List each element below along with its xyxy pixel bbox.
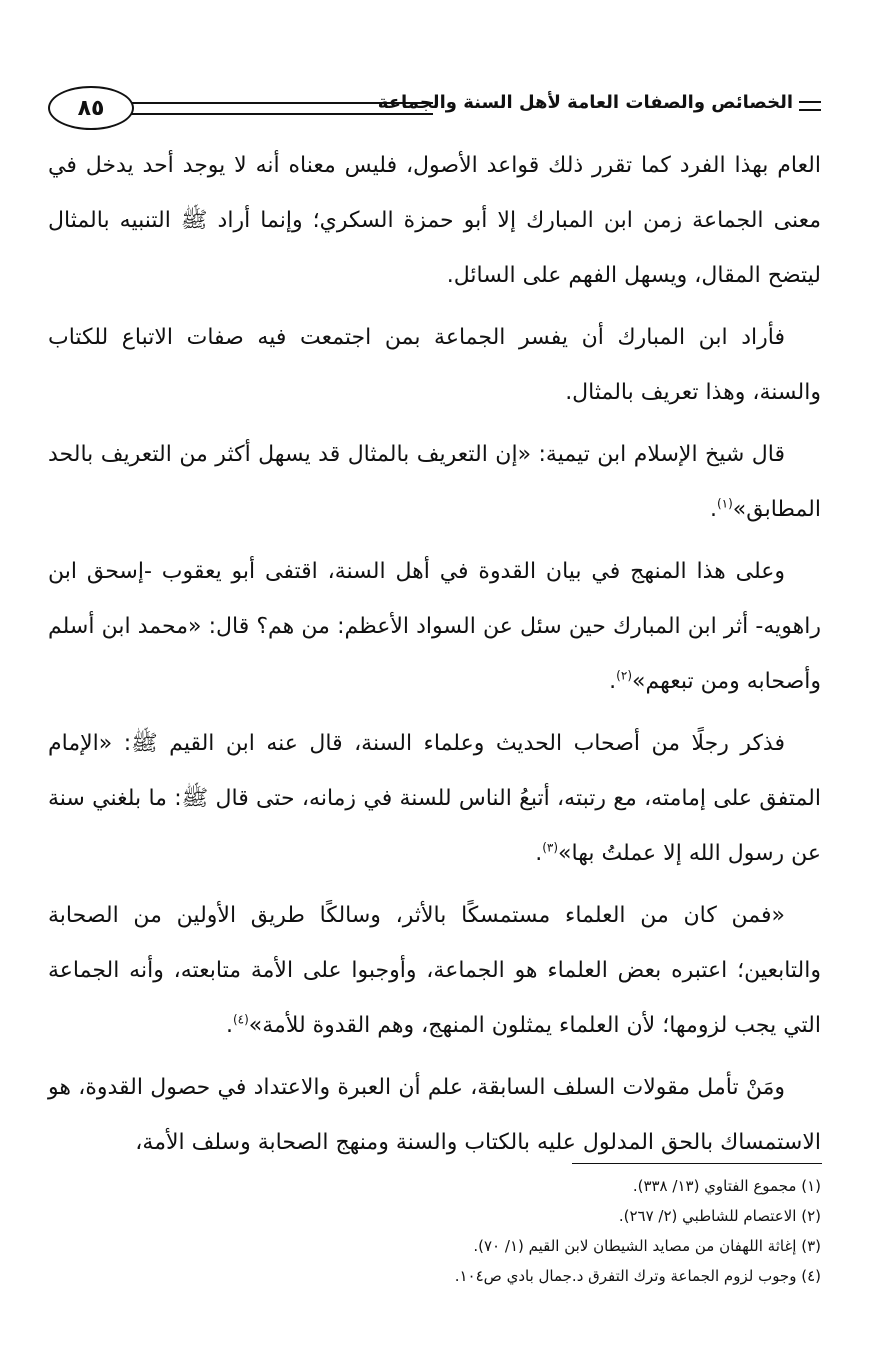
- footnote-ref-3[interactable]: (٣): [542, 840, 559, 855]
- footnote-3: (٣) إغاثة اللهفان من مصايد الشيطان لابن القيم (١/ ٧٠).: [473, 1237, 821, 1255]
- page-number: ٨٥: [48, 86, 134, 130]
- paragraph-3: قال شيخ الإسلام ابن تيمية: «إن التعريف بالمثال قد يسهل أكثر من التعريف بالحد المطابق»$^{(١)}$.: [48, 442, 821, 522]
- footnote-1: (١) مجموع الفتاوي (١٣/ ٣٣٨).: [632, 1177, 821, 1195]
- footnote-4: (٤) وجوب لزوم الجماعة وترك التفرق د.جمال بادي ص١٠٤.: [454, 1267, 821, 1285]
- paragraph-1: العام بهذا الفرد كما تقرر ذلك قواعد الأصول، فليس معناه أنه لا يوجد أحد يدخل في معنى الجماعة زمن ابن المبارك إلا أبو حمزة السكري؛ وإنما أراد ﷺ التنبيه بالمثال ليتضح المقال، ويسهل الفهم على السائل.: [48, 153, 821, 288]
- footnote-ref-4[interactable]: (٤): [232, 1012, 249, 1027]
- running-title: الخصائص والصفات العامة لأهل السنة والجماعة: [377, 92, 793, 113]
- footnotes: [48, 1171, 821, 1291]
- footnote-ref-1[interactable]: (١): [716, 496, 733, 511]
- paragraph-6: «فمن كان من العلماء مستمسكًا بالأثر، وسالكًا طريق الأولين من الصحابة والتابعين؛ اعتبره بعض العلماء هو الجماعة، وأوجبوا على الأمة متابعته، وأنه الجماعة التي يجب لزومها؛ لأن العلماء يمثلون المنهج، وهم القدوة للأمة»$^{(٤)}$.: [48, 903, 821, 1038]
- body-text: [48, 138, 821, 1177]
- paragraph-7: ومَنْ تأمل مقولات السلف السابقة، علم أن العبرة والاعتداد في حصول القدوة، هو الاستمساك بالحق المدلول عليه بالكتاب والسنة ومنهج الصحابة وسلف الأمة،: [48, 1075, 821, 1155]
- paragraph-2: فأراد ابن المبارك أن يفسر الجماعة بمن اجتمعت فيه صفات الاتباع للكتاب والسنة، وهذا تعريف بالمثال.: [48, 325, 821, 405]
- footnote-divider: [572, 1163, 822, 1164]
- page-header: [48, 86, 821, 130]
- header-ornament: [799, 101, 821, 111]
- footnote-2: (٢) الاعتصام للشاطبي (٢/ ٢٦٧).: [618, 1207, 821, 1225]
- paragraph-5: فذكر رجلًا من أصحاب الحديث وعلماء السنة، قال عنه ابن القيم ﷺ: «الإمام المتفق على إمامته، مع رتبته، أتبعُ الناس للسنة في زمانه، حتى قال ﷺ: ما بلغني سنة عن رسول الله إلا عملتُ بها»$^{(٣)}$.: [48, 731, 821, 866]
- footnote-ref-2[interactable]: (٢): [616, 668, 632, 683]
- paragraph-4: وعلى هذا المنهج في بيان القدوة في أهل السنة، اقتفى أبو يعقوب -إسحق ابن راهويه- أثر ابن المبارك حين سئل عن السواد الأعظم: من هم؟ قال: «محمد ابن أسلم وأصحابه ومن تبعهم»$^{(٢)}$.: [48, 559, 821, 694]
